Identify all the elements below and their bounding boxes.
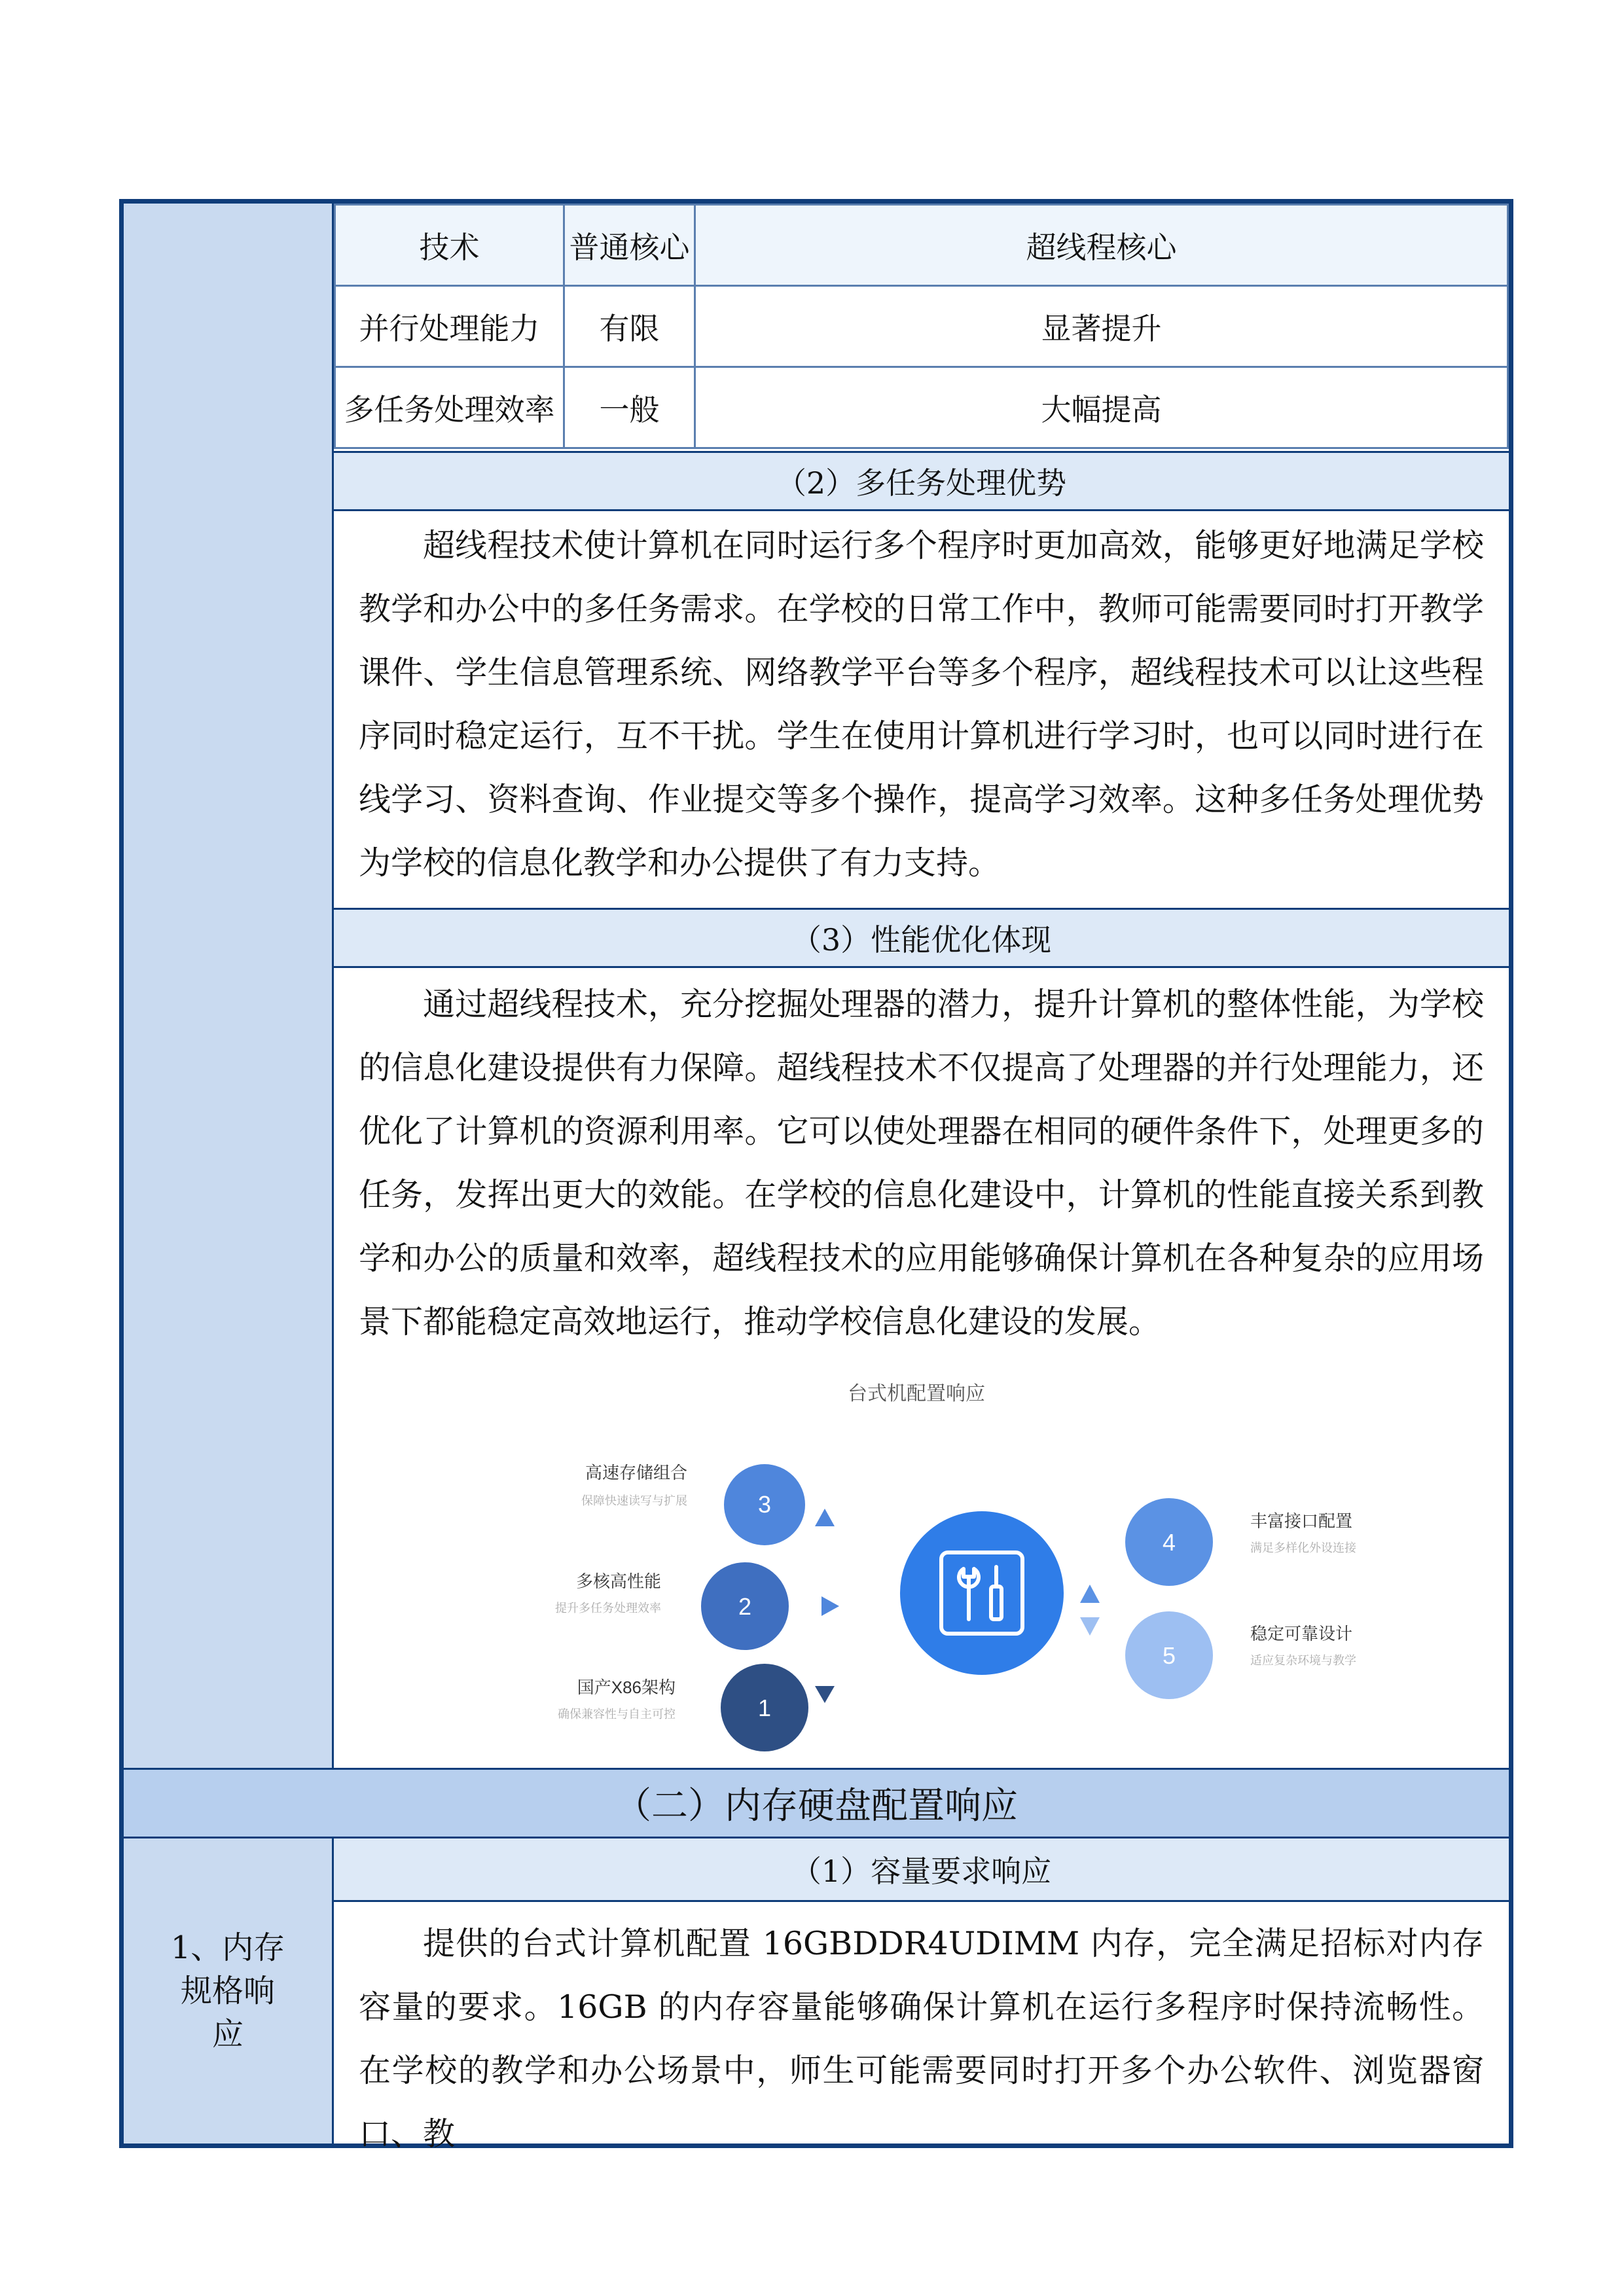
table-cell: 显著提升 [695, 286, 1508, 367]
content-cell [334, 204, 1509, 1768]
svg-text:确保兼容性与自主可控: 确保兼容性与自主可控 [558, 1708, 676, 1721]
svg-text:3: 3 [757, 1491, 772, 1518]
svg-text:高速存储组合: 高速存储组合 [585, 1463, 687, 1482]
comparison-table [334, 204, 1509, 449]
infographic-item-2 [555, 1562, 789, 1650]
row-label: 1、内存规格响应 [170, 1929, 285, 2053]
infographic-item-3 [581, 1463, 805, 1545]
table-cell: 并行处理能力 [335, 286, 564, 367]
infographic-svg [334, 1361, 1499, 1753]
infographic-item-1 [558, 1664, 808, 1751]
svg-text:稳定可靠设计: 稳定可靠设计 [1250, 1624, 1353, 1643]
content-cell [334, 1839, 1509, 2153]
capacity-paragraph: 提供的台式计算机配置 16GBDDR4UDIMM 内存，完全满足招标对内存容量的要求。16GB 的内存容量能够确保计算机在运行多程序时保持流畅性。在学校的教学和办公场景中，师生可能需要同时打开多个办公软件、浏览器窗口、教 [359, 1925, 1484, 2153]
svg-text:4: 4 [1162, 1529, 1176, 1556]
performance-heading: （3）性能优化体现 [334, 908, 1509, 968]
svg-text:适应复杂环境与教学: 适应复杂环境与教学 [1250, 1654, 1356, 1667]
table-cell: 多任务处理效率 [335, 367, 564, 448]
multitask-heading: （2）多任务处理优势 [334, 451, 1509, 511]
svg-text:丰富接口配置: 丰富接口配置 [1250, 1511, 1353, 1531]
center-circle [900, 1511, 1064, 1675]
arrow-up-icon [815, 1509, 835, 1526]
infographic-item-5 [1125, 1611, 1356, 1699]
arrow-up-icon [1080, 1585, 1100, 1603]
table-header-cell: 技术 [335, 205, 564, 286]
left-label-cell [124, 204, 334, 1768]
svg-text:国产X86架构: 国产X86架构 [577, 1677, 676, 1697]
svg-text:提升多任务处理效率: 提升多任务处理效率 [555, 1602, 661, 1615]
table-header-cell: 超线程核心 [695, 205, 1508, 286]
performance-paragraph: 通过超线程技术，充分挖掘处理器的潜力，提升计算机的整体性能，为学校的信息化建设提供有力保障。超线程技术不仅提高了处理器的并行处理能力，还优化了计算机的资源利用率。它可以使处理器在相同的硬件条件下，处理更多的任务，发挥出更大的效能。在学校的信息化建设中，计算机的性能直接关系到教学和办公的质量和效率，超线程技术的应用能够确保计算机在各种复杂的应用场景下都能稳定高效地运行，推动学校信息化建设的发展。 [359, 986, 1484, 1340]
document-table [119, 199, 1513, 2153]
arrow-right-icon [821, 1596, 839, 1616]
table-cell: 大幅提高 [695, 367, 1508, 448]
capacity-heading: （1）容量要求响应 [334, 1839, 1509, 1902]
multitask-paragraph: 超线程技术使计算机在同时运行多个程序时更加高效，能够更好地满足学校教学和办公中的多任务需求。在学校的日常工作中，教师可能需要同时打开教学课件、学生信息管理系统、网络教学平台等多个程序，超线程技术可以让这些程序同时稳定运行，互不干扰。学生在使用计算机进行学习时，也可以同时进行在线学习、资料查询、作业提交等多个操作，提高学习效率。这种多任务处理优势为学校的信息化教学和办公提供了有力支持。 [359, 527, 1484, 882]
svg-text:5: 5 [1162, 1642, 1176, 1669]
table-cell: 有限 [564, 286, 695, 367]
table-row [335, 286, 1508, 367]
row-label-cell [124, 1839, 334, 2144]
config-infographic [334, 1361, 1509, 1753]
table-header-cell: 普通核心 [564, 205, 695, 286]
svg-text:满足多样化外设连接: 满足多样化外设连接 [1250, 1541, 1356, 1554]
infographic-item-4 [1125, 1498, 1357, 1586]
arrow-down-icon [1080, 1617, 1100, 1636]
svg-text:保障快速读写与扩展: 保障快速读写与扩展 [581, 1494, 687, 1507]
table-header-row [335, 205, 1508, 286]
table-cell: 一般 [564, 367, 695, 448]
arrow-down-icon [815, 1686, 835, 1703]
svg-text:2: 2 [738, 1593, 752, 1620]
svg-text:多核高性能: 多核高性能 [575, 1571, 661, 1591]
svg-text:1: 1 [757, 1695, 772, 1721]
table-row [335, 367, 1508, 448]
section-title: （二）内存硬盘配置响应 [124, 1768, 1509, 1839]
infographic-title: 台式机配置响应 [848, 1383, 985, 1405]
